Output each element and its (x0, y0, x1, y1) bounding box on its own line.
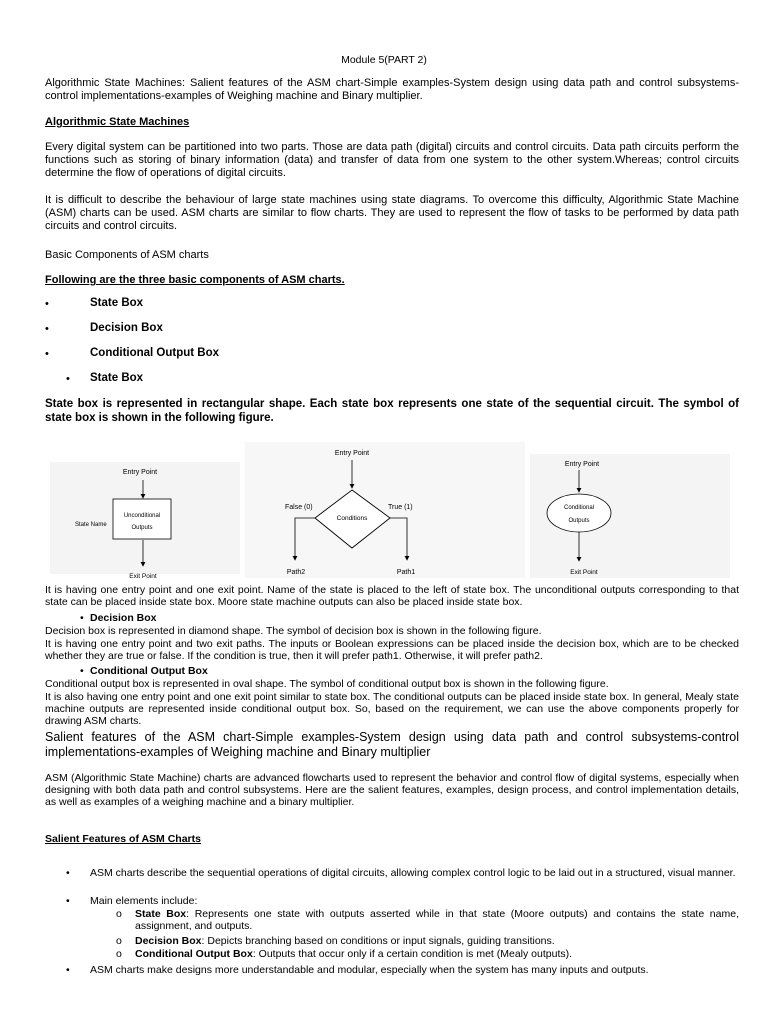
bullet-dot: • (45, 298, 49, 310)
bullet-dot: • (66, 895, 70, 907)
page-title: Module 5(PART 2) (341, 54, 427, 66)
state-entry-label: Entry Point (122, 469, 158, 476)
feature-item: Main elements include: (90, 895, 198, 907)
section-heading-salient-features: Salient Features of ASM Charts (45, 833, 201, 845)
decision-false-label: False (0) (285, 504, 313, 511)
asm-symbols-figure (45, 436, 739, 582)
decision-path2-label: Path2 (286, 569, 306, 576)
component-item: State Box (90, 297, 144, 309)
decision-true-label: True (1) (388, 504, 413, 511)
feature-subitem (135, 935, 739, 947)
feature-item: ASM charts make designs more understandable and modular, especially when the system has many inputs and outputs. (90, 964, 649, 976)
decision-path1-label: Path1 (396, 569, 416, 576)
state-inner-label: Outputs (131, 525, 153, 531)
bullet-dot: • (80, 665, 84, 677)
bullet-dot: • (66, 867, 70, 879)
conditional-inner-label: Conditional (563, 505, 595, 511)
decision-entry-label: Entry Point (334, 450, 370, 457)
feature-subitem (135, 948, 739, 960)
subitem-term: State Box (135, 908, 187, 920)
subitem-text: : Outputs that occur only if a certain condition is met (Mealy outputs). (252, 948, 573, 960)
state-name-label: State Name (75, 522, 107, 528)
feature-item: ASM charts describe the sequential operations of digital circuits, allowing complex control logic to be laid out in a structured, visual manner. (90, 867, 736, 879)
feature-subitem (135, 908, 739, 932)
bullet-dot: • (80, 612, 84, 624)
paragraph-conditional-detail: It is also having one entry point and one exit point similar to state box. The conditional outputs can be placed inside state box. In general, Mealy state machine outputs are represented inside conditional output box. So, based on the requirement, we can use the above components properly for drawing ASM charts. (45, 691, 739, 727)
conditional-box-label: Conditional Output Box (90, 665, 208, 677)
bullet-dot: • (45, 348, 49, 360)
state-box-label: State Box (90, 372, 144, 384)
subitem-term: Conditional Output Box (135, 948, 253, 960)
bullet-dot: • (66, 373, 70, 385)
bullet-dot: • (45, 323, 49, 335)
salient-heading-line: Salient features of the ASM chart-Simple examples-System design using data path and control subsystems-control implementations-examples of Weighing machine and Binary multiplier (45, 730, 739, 759)
state-box-description: State box is represented in rectangular shape. Each state box represents one state of the sequential circuit. The symbol of state box is shown in the following figure. (45, 398, 739, 424)
paragraph-asm-overview: ASM (Algorithmic State Machine) charts are advanced flowcharts used to represent the behavior and control flow of digital systems, especially when designing with both data path and control subsystems. Here are the salient features, examples, design process, and control implementation details, as well as examples of a weighing machine and a binary multiplier. (45, 772, 739, 808)
subitem-term: Decision Box (135, 935, 202, 947)
bullet-hollow: o (116, 935, 122, 947)
conditional-inner-label: Outputs (568, 518, 590, 524)
state-exit-label: Exit Point (129, 573, 157, 580)
paragraph-decision-detail: It is having one entry point and two exit paths. The inputs or Boolean expressions can be placed inside the decision box, which are to be checked whether they are true or false. If the condition is true, then it will prefer path1. Otherwise, it will prefer path2. (45, 638, 739, 662)
conditional-oval (547, 494, 611, 532)
paragraph-state-box-detail: It is having one entry point and one exit point. Name of the state is placed to the left of state box. The unconditional outputs corresponding to that state can be placed inside state box. Moore state machine outputs can also be placed inside state box. (45, 584, 739, 608)
section-heading-components: Following are the three basic components of ASM charts. (45, 274, 345, 286)
paragraph-conditional-shape: Conditional output box is represented in oval shape. The symbol of conditional output box is shown in the following figure. (45, 678, 609, 690)
decision-box-label: Decision Box (90, 612, 157, 624)
subitem-text: : Represents one state with outputs asserted while in that state (Moore outputs) and contains the state name, assignment, and outputs. (135, 908, 739, 932)
bullet-dot: • (66, 964, 70, 976)
paragraph-asm-charts: It is difficult to describe the behaviour of large state machines using state diagrams. To overcome this difficulty, Algorithmic State Machine (ASM) charts can be used. ASM charts are similar to flow charts. They are used to represent the flow of tasks to be performed by data path circuits and control circuits. (45, 194, 739, 232)
component-item: Decision Box (90, 322, 163, 334)
subitem-text: : Depicts branching based on conditions or input signals, guiding transitions. (201, 935, 555, 947)
state-rectangle (113, 499, 171, 539)
section-heading-asm: Algorithmic State Machines (45, 116, 190, 128)
paragraph-decision-shape: Decision box is represented in diamond shape. The symbol of decision box is shown in the following figure. (45, 625, 542, 637)
conditional-exit-label: Exit Point (570, 569, 598, 576)
bullet-hollow: o (116, 908, 122, 920)
conditional-entry-label: Entry Point (564, 461, 600, 468)
bullet-hollow: o (116, 948, 122, 960)
paragraph-basic-components: Basic Components of ASM charts (45, 249, 209, 261)
component-item: Conditional Output Box (90, 347, 220, 359)
decision-inner-label: Conditions (336, 515, 368, 522)
intro-paragraph: Algorithmic State Machines: Salient features of the ASM chart-Simple examples-System design using data path and control subsystems-control implementations-examples of Weighing machine and Binary multiplier. (45, 77, 739, 102)
paragraph-datapath: Every digital system can be partitioned into two parts. Those are data path (digital) circuits and control circuits. Data path circuits perform the functions such as storing of binary information (data) and transfer of data from one system to the other system.Whereas; control circuits determine the flow of operations of digital circuits. (45, 141, 739, 179)
state-inner-label: Unconditional (123, 513, 161, 519)
